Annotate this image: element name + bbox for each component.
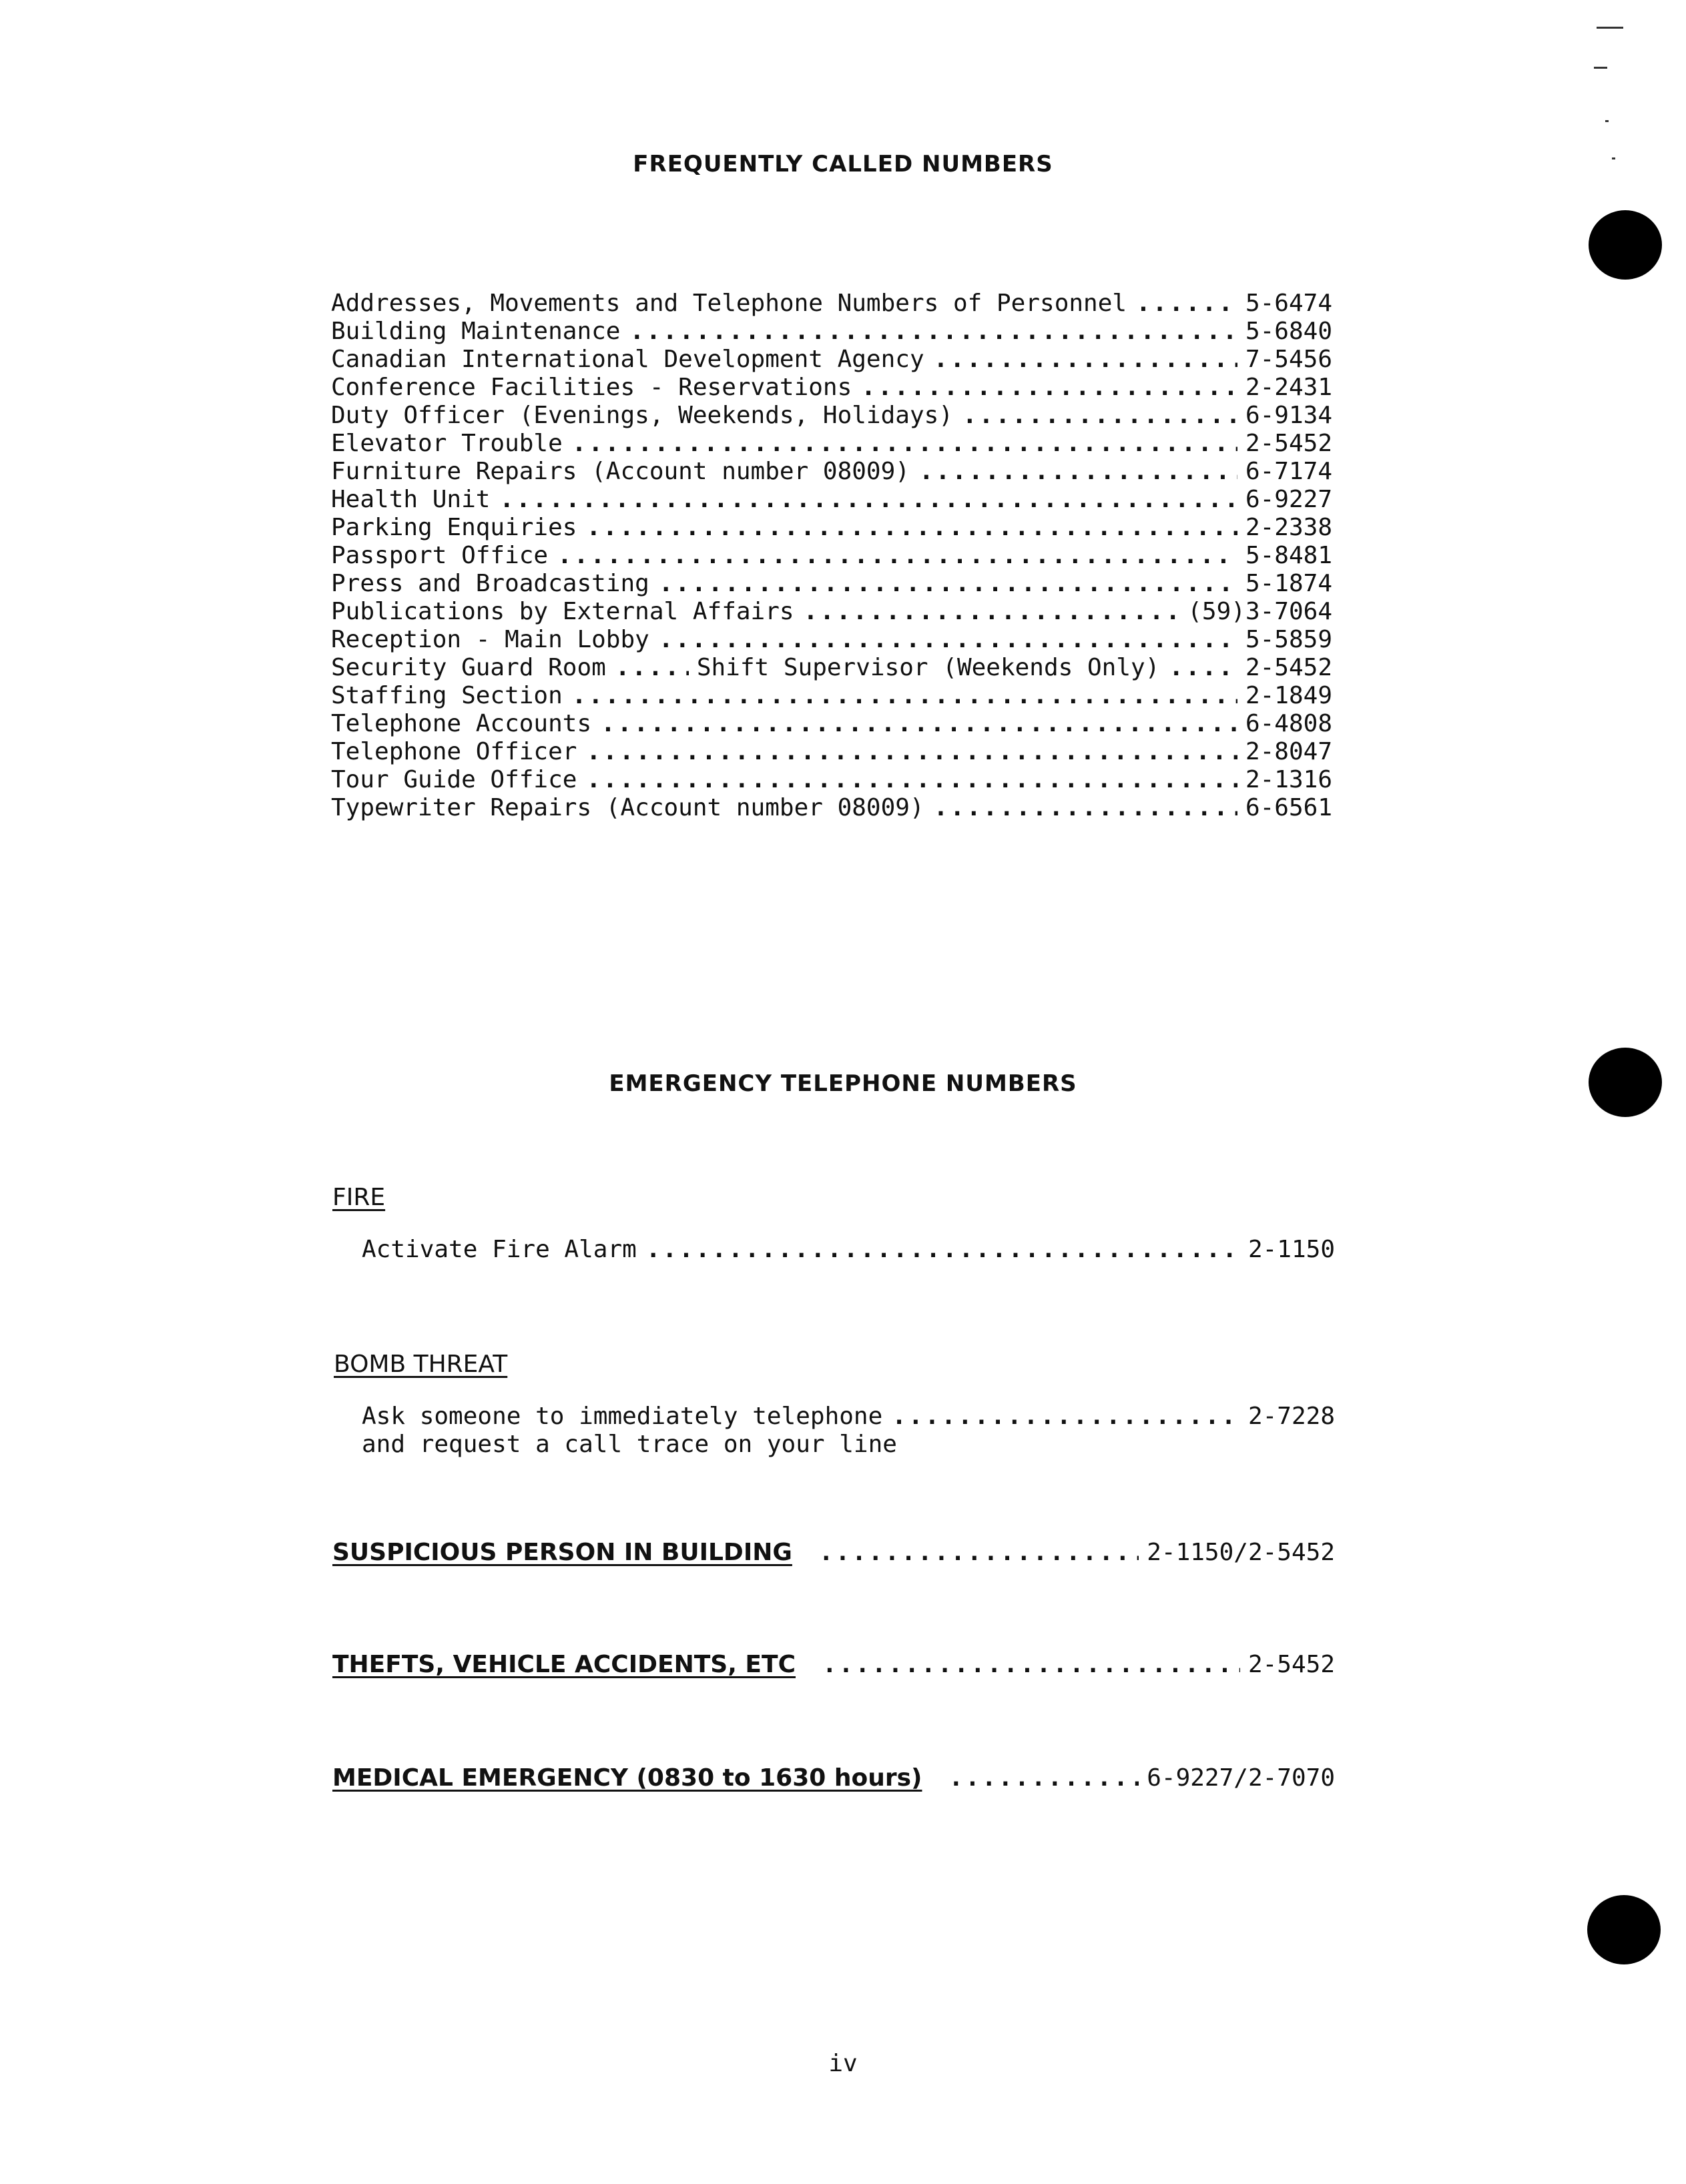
entry-label: Telephone Accounts bbox=[331, 710, 592, 737]
dot-leader bbox=[601, 710, 1237, 738]
frequent-entry bbox=[331, 514, 1332, 542]
dot-leader bbox=[586, 738, 1237, 766]
suspicious-heading: SUSPICIOUS PERSON IN BUILDING bbox=[332, 1539, 792, 1566]
entry-label: Publications by External Affairs bbox=[331, 598, 794, 625]
entry-number: 2-1316 bbox=[1245, 766, 1332, 793]
dot-leader bbox=[1136, 290, 1237, 318]
suspicious-heading-wrap bbox=[332, 1539, 792, 1567]
fire-entry bbox=[362, 1236, 1335, 1264]
entry-number: 2-5452 bbox=[1245, 430, 1332, 457]
dot-leader bbox=[629, 318, 1237, 346]
entry-number: (59)3-7064 bbox=[1187, 598, 1332, 625]
entry-label: Addresses, Movements and Telephone Numbers of Personnel bbox=[331, 290, 1127, 317]
binder-hole-top bbox=[1589, 210, 1662, 280]
dot-leader bbox=[892, 1403, 1240, 1431]
entry-number: 5-6840 bbox=[1245, 318, 1332, 345]
suspicious-number: 2-1150/2-5452 bbox=[1147, 1539, 1335, 1566]
dot-leader bbox=[919, 458, 1237, 486]
entry-number: 6-9134 bbox=[1245, 402, 1332, 429]
entry-label: Telephone Officer bbox=[331, 738, 577, 765]
entry-number: 6-6561 bbox=[1245, 794, 1332, 821]
frequent-entry bbox=[331, 318, 1332, 346]
frequent-entry bbox=[331, 486, 1332, 514]
fire-number: 2-1150 bbox=[1247, 1236, 1335, 1263]
entry-number: 2-2338 bbox=[1245, 514, 1332, 541]
dot-leader bbox=[586, 766, 1237, 794]
entry-label: Conference Facilities - Reservations bbox=[331, 374, 852, 401]
frequent-entry bbox=[331, 542, 1332, 570]
dot-leader bbox=[586, 514, 1237, 542]
dot-leader bbox=[804, 598, 1180, 626]
entry-label: Furniture Repairs (Account number 08009) bbox=[331, 458, 910, 485]
bomb-item-label: Ask someone to immediately telephone bbox=[362, 1403, 883, 1430]
entry-label: Health Unit bbox=[331, 486, 491, 513]
frequent-entry bbox=[331, 794, 1332, 822]
frequent-entry bbox=[331, 682, 1332, 710]
dot-leader bbox=[659, 570, 1237, 598]
frequent-entry bbox=[331, 766, 1332, 794]
entry-label: Parking Enquiries bbox=[331, 514, 577, 541]
entry-label: Building Maintenance bbox=[331, 318, 621, 345]
scan-speck bbox=[1605, 120, 1609, 122]
entry-label: Staffing Section bbox=[331, 682, 563, 709]
entry-label: Security Guard Room bbox=[331, 654, 606, 681]
dot-leader bbox=[822, 1651, 1240, 1679]
frequent-entry bbox=[331, 654, 1332, 682]
binder-hole-bottom bbox=[1587, 1895, 1661, 1964]
emergency-title: EMERGENCY TELEPHONE NUMBERS bbox=[609, 1070, 1077, 1097]
entry-number: 5-8481 bbox=[1245, 542, 1332, 569]
page-number: iv bbox=[828, 2050, 858, 2077]
entry-label: Press and Broadcasting bbox=[331, 570, 649, 597]
entry-label: Typewriter Repairs (Account number 08009) bbox=[331, 794, 924, 821]
bomb-number: 2-7228 bbox=[1247, 1403, 1335, 1430]
entry-number: 6-9227 bbox=[1245, 486, 1332, 513]
thefts-number: 2-5452 bbox=[1247, 1651, 1335, 1678]
fire-item-label: Activate Fire Alarm bbox=[362, 1236, 637, 1263]
frequent-entry bbox=[331, 430, 1332, 458]
entry-label: Elevator Trouble bbox=[331, 430, 563, 457]
scan-speck bbox=[1597, 27, 1623, 29]
entry-label: Duty Officer (Evenings, Weekends, Holidays) bbox=[331, 402, 953, 429]
thefts-entry bbox=[332, 1651, 1335, 1679]
dot-leader bbox=[1169, 654, 1237, 682]
dot-leader bbox=[948, 1764, 1139, 1792]
entry-label: Passport Office bbox=[331, 542, 549, 569]
dot-leader bbox=[861, 374, 1237, 402]
entry-number: 7-5456 bbox=[1245, 346, 1332, 373]
entry-sub-label: Shift Supervisor (Weekends Only) bbox=[696, 654, 1160, 681]
dot-leader bbox=[572, 430, 1237, 458]
dot-leader bbox=[819, 1539, 1139, 1567]
dot-leader bbox=[659, 626, 1237, 654]
entry-number: 2-8047 bbox=[1245, 738, 1332, 765]
entry-label: Canadian International Development Agency bbox=[331, 346, 924, 373]
frequent-title: FREQUENTLY CALLED NUMBERS bbox=[633, 151, 1053, 177]
entry-label: Reception - Main Lobby bbox=[331, 626, 649, 653]
entry-number: 6-4808 bbox=[1245, 710, 1332, 737]
entry-number: 2-2431 bbox=[1245, 374, 1332, 401]
thefts-heading-wrap bbox=[332, 1651, 796, 1679]
frequent-entry bbox=[331, 626, 1332, 654]
entry-number: 2-1849 bbox=[1245, 682, 1332, 709]
medical-number: 6-9227/2-7070 bbox=[1147, 1764, 1335, 1792]
scan-speck bbox=[1594, 67, 1607, 69]
dot-leader bbox=[499, 486, 1237, 514]
bomb-item-label-continued: and request a call trace on your line bbox=[362, 1431, 897, 1458]
fire-heading: FIRE bbox=[332, 1184, 386, 1211]
frequent-entry bbox=[331, 710, 1332, 738]
dot-leader bbox=[934, 346, 1237, 374]
frequent-entry bbox=[331, 290, 1332, 318]
dot-leader bbox=[962, 402, 1237, 430]
medical-heading: MEDICAL EMERGENCY (0830 to 1630 hours) bbox=[332, 1764, 922, 1792]
entry-number: 5-1874 bbox=[1245, 570, 1332, 597]
dot-leader bbox=[615, 654, 689, 682]
bomb-threat-heading: BOMB THREAT bbox=[334, 1351, 508, 1378]
dot-leader bbox=[646, 1236, 1240, 1264]
frequent-entry bbox=[331, 374, 1332, 402]
entry-number: 5-6474 bbox=[1245, 290, 1332, 317]
medical-heading-wrap bbox=[332, 1764, 922, 1792]
frequent-entry bbox=[331, 570, 1332, 598]
frequent-entry bbox=[331, 346, 1332, 374]
thefts-heading: THEFTS, VEHICLE ACCIDENTS, ETC bbox=[332, 1651, 796, 1678]
dot-leader bbox=[934, 794, 1237, 822]
dot-leader bbox=[572, 682, 1237, 710]
frequent-entry bbox=[331, 458, 1332, 486]
frequent-entry bbox=[331, 402, 1332, 430]
entry-number: 5-5859 bbox=[1245, 626, 1332, 653]
bomb-threat-entry bbox=[362, 1403, 1335, 1431]
suspicious-person-entry bbox=[332, 1539, 1335, 1567]
frequent-entry bbox=[331, 738, 1332, 766]
medical-emergency-entry bbox=[332, 1764, 1335, 1792]
dot-leader bbox=[557, 542, 1237, 570]
frequent-entry bbox=[331, 598, 1332, 626]
entry-label: Tour Guide Office bbox=[331, 766, 577, 793]
entry-number: 6-7174 bbox=[1245, 458, 1332, 485]
entry-number: 2-5452 bbox=[1245, 654, 1332, 681]
